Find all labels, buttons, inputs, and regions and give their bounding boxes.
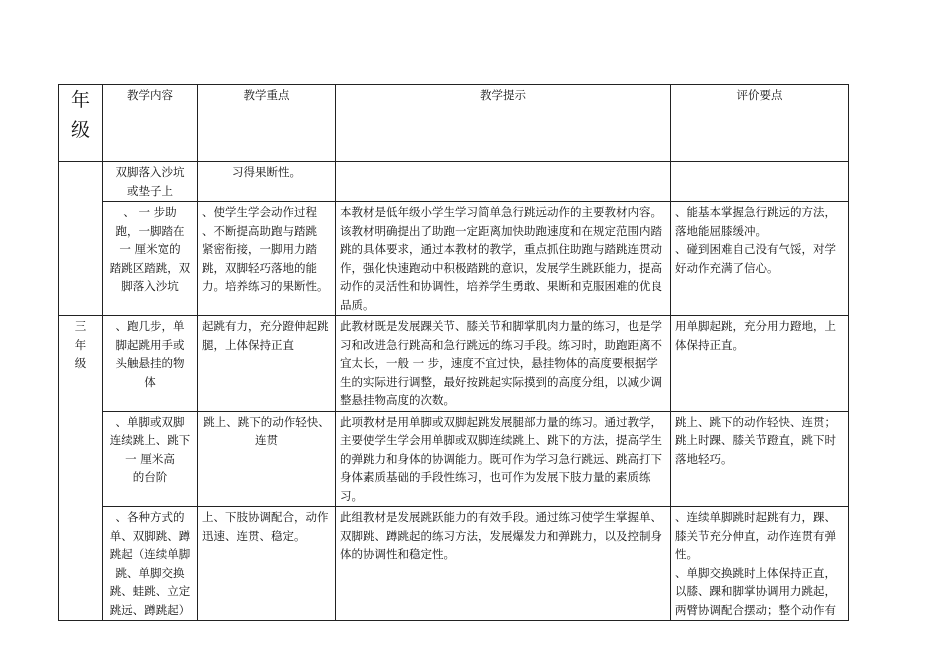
- focus-cell: 上、下肢协调配合，动作迅速、连贯、稳定。: [198, 507, 336, 621]
- header-focus: 教学重点: [198, 85, 336, 162]
- eval-cell: 跳上、跳下的动作轻快、连贯；跳上时踝、膝关节蹬直，跳下时落地轻巧。: [671, 411, 849, 507]
- tips-cell: 此组教材是发展跳跃能力的有效手段。通过练习使学生掌握单、双脚跳、蹲跳起的练习方法，发展爆发力和弹跳力，以及控制身体的协调性和稳定性。: [336, 507, 671, 621]
- focus-cell: 、使学生学会动作过程 、不断提高助跑与踏跳 紧密衔接，一脚用力踏 跳，双脚轻巧落地的能 力。培养练习的果断性。: [198, 202, 336, 316]
- content-cell: 、各种方式的 单、双脚跳、蹲 跳起（连续单脚 跳、单脚交换 跳、蛙跳、立定 跳远、蹲跳起）: [103, 507, 198, 621]
- header-grade: 年 级: [59, 85, 103, 162]
- focus-cell: 习得果断性。: [198, 162, 336, 202]
- table-row: [59, 507, 849, 621]
- header-row: [59, 85, 849, 162]
- content-cell: 、跑几步，单 脚起跳用手或 头触悬挂的物 体: [103, 316, 198, 412]
- table-row: [59, 162, 849, 202]
- eval-cell: 用单脚起跳，充分用力蹬地，上体保持正直。: [671, 316, 849, 412]
- table-row: [59, 411, 849, 507]
- content-cell: 、单脚或双脚 连续跳上、跳下 一 厘米高 的台阶: [103, 411, 198, 507]
- tips-cell: [336, 162, 671, 202]
- content-cell: 双脚落入沙坑 或垫子上: [103, 162, 198, 202]
- header-eval: 评价要点: [671, 85, 849, 162]
- focus-cell: 跳上、跳下的动作轻快、 连贯: [198, 411, 336, 507]
- eval-cell: 、连续单脚跳时起跳有力，踝、膝关节充分伸直，动作连贯有弹性。 、单脚交换跳时上体保持正直，以膝、踝和脚掌协调用力跳起，两臂协调配合摆动；整个动作有: [671, 507, 849, 621]
- header-content: 教学内容: [103, 85, 198, 162]
- grade-cell: 三 年 级: [59, 316, 103, 621]
- focus-cell: 起跳有力，充分蹬伸起跳腿，上体保持正直: [198, 316, 336, 412]
- eval-cell: [671, 162, 849, 202]
- table-row: [59, 202, 849, 316]
- header-tips: 教学提示: [336, 85, 671, 162]
- content-cell: 、 一 步助 跑，一脚踏在 一 厘米宽的 踏跳区踏跳，双 脚落入沙坑: [103, 202, 198, 316]
- table-row: [59, 316, 849, 412]
- tips-cell: 本教材是低年级小学生学习简单急行跳远动作的主要教材内容。该教材明确提出了助跑一定距离加快助跑速度和在规定范围内踏跳的具体要求，通过本教材的教学，重点抓住助跑与踏跳连贯动作，强化快速跑动中积极踏跳的意识，发展学生跳跃能力，提高动作的灵活性和协调性，培养学生勇敢、果断和克服困难的优良品质。: [336, 202, 671, 316]
- eval-cell: 、能基本掌握急行跳远的方法，落地能屈膝缓冲。 、碰到困难自己没有气馁，对学好动作充满了信心。: [671, 202, 849, 316]
- tips-cell: 此项教材是用单脚或双脚起跳发展腿部力量的练习。通过教学，主要使学生学会用单脚或双脚连续跳上、跳下的方法，提高学生的弹跳力和身体的协调能力。既可作为学习急行跳远、跳高打下身体素质基础的手段性练习，也可作为发展下肢力量的素质练习。: [336, 411, 671, 507]
- grade-cell-empty: [59, 162, 103, 316]
- tips-cell: 此教材既是发展踝关节、膝关节和脚掌肌肉力量的练习，也是学习和改进急行跳高和急行跳远的练习手段。练习时，助跑距离不宜太长，一般 一 步，速度不宜过快，悬挂物体的高度要根据学生的实际进行调整，最好按跳起实际摸到的高度分组，以减少调整悬挂物高度的次数。: [336, 316, 671, 412]
- lesson-plan-table: [58, 84, 849, 621]
